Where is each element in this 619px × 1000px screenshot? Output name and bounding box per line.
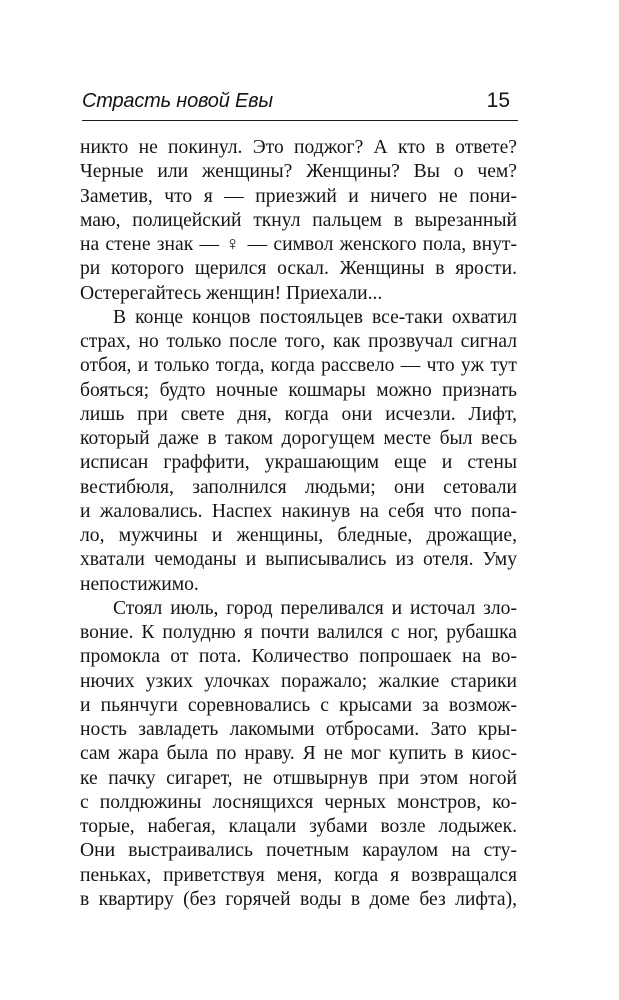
text-line: который даже в таком дорогущем месте был весь xyxy=(80,428,517,449)
text-line: ри которого щерился оскал. Женщины в ярости. xyxy=(80,258,517,280)
page-number: 15 xyxy=(486,89,510,112)
text-line: никто не покинул. Это поджог? А кто в ответе? xyxy=(80,137,517,158)
text-line: в квартиру (без горячей воды в доме без лифта), xyxy=(80,888,517,910)
paragraph xyxy=(80,136,517,306)
running-header xyxy=(82,86,518,121)
text-line: ке пачку сигарет, не отшвырнув при этом ногой xyxy=(80,767,517,789)
text-line: бояться; будто ночные кошмары можно признать xyxy=(80,379,517,401)
text-line: вестибюля, заполнился людьми; они сетовали xyxy=(80,476,517,498)
text-line: и жаловались. Наспех накинув на себя что попа- xyxy=(80,500,517,522)
text-line: и пьянчуги соревновались с крысами за возмож- xyxy=(80,694,517,716)
text-line: Остерегайтесь женщин! Приехали... xyxy=(80,282,383,304)
text-line: на стене знак — ♀ — символ женского пола, внут- xyxy=(80,234,517,255)
paragraph xyxy=(80,597,517,912)
text-line: ло, мужчины и женщины, бледные, дрожащие, xyxy=(80,525,517,546)
text-line: промокла от пота. Количество попрошаек на во- xyxy=(80,646,517,668)
text-line: торые, набегая, клацали зубами возле лодыжек. xyxy=(80,816,517,837)
text-line: воние. К полудню я почти валился с ног, рубашка xyxy=(80,622,517,643)
text-line: маю, полицейский ткнул пальцем в вырезанный xyxy=(80,209,517,231)
text-line: непостижимо. xyxy=(80,573,199,595)
text-line: Заметив, что я — приезжий и ничего не пони- xyxy=(80,185,517,207)
text-line: сам жара была по нраву. Я не мог купить в киос- xyxy=(80,743,517,765)
text-line: ность завладеть лакомыми отбросами. Зато кры- xyxy=(80,719,517,740)
text-line: страх, но только после того, как прозвучал сигнал xyxy=(80,331,517,352)
text-line: В конце концов постояльцев все-таки охватил xyxy=(113,306,517,328)
text-line: пеньках, приветствуя меня, когда я возвращался xyxy=(80,864,517,886)
text-line: Они выстраивались почетным караулом на сту- xyxy=(80,840,517,862)
text-line: нючих узких улочках поражало; жалкие старики xyxy=(80,670,517,692)
text-line: Стоял июль, город переливался и источал зло- xyxy=(113,597,517,619)
paragraph xyxy=(80,306,517,597)
text-line: с полдюжины лоснящихся черных монстров, ко- xyxy=(80,791,517,813)
text-line: исписан граффити, украшающим еще и стены xyxy=(80,452,517,474)
running-title: Страсть новой Евы xyxy=(82,90,273,112)
body-text xyxy=(80,136,517,912)
text-line: хватали чемоданы и выписывались из отеля. Уму xyxy=(80,549,517,571)
text-line: отбоя, и только тогда, когда рассвело — что уж тут xyxy=(80,355,517,377)
text-line: Черные или женщины? Женщины? Вы о чем? xyxy=(80,161,517,183)
text-line: лишь при свете дня, когда они исчезли. Лифт, xyxy=(80,403,517,425)
